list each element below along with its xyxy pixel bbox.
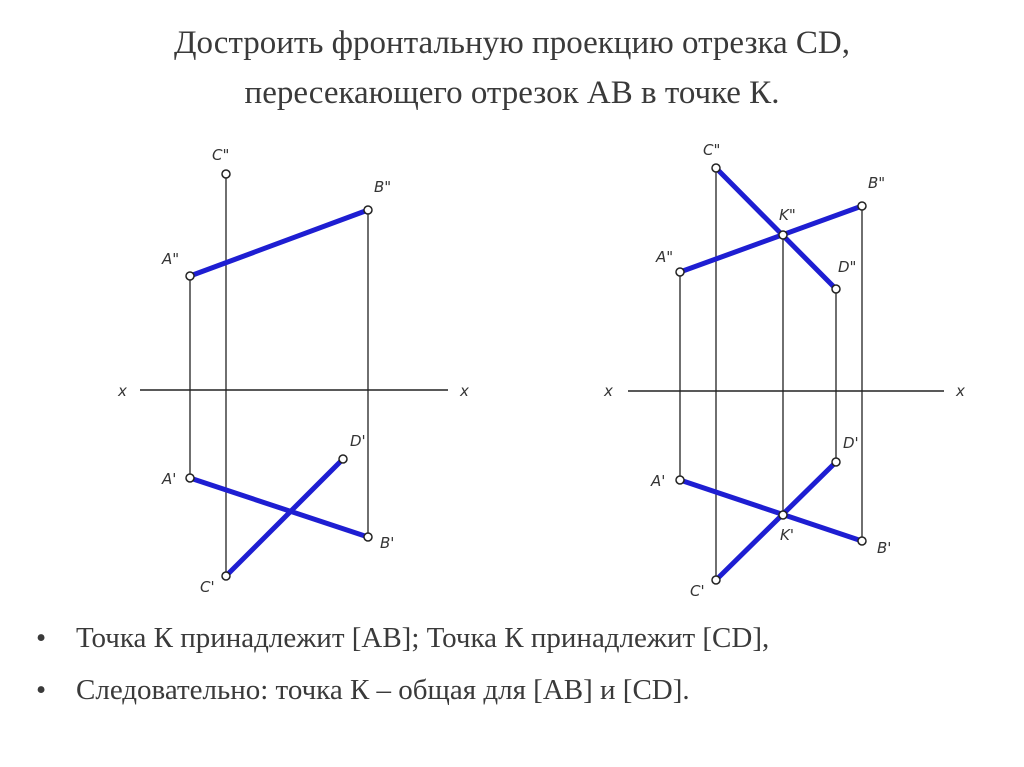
label-x-right: x [460, 382, 469, 400]
point-d1 [339, 455, 347, 463]
segment-ab-horizontal [190, 478, 368, 537]
label-b2-r: B" [868, 174, 886, 192]
point-d2-r [832, 285, 840, 293]
label-b1: B' [380, 534, 395, 552]
point-b1-r [858, 537, 866, 545]
label-c2-r: C" [703, 141, 721, 159]
label-b1-r: B' [877, 539, 892, 557]
title-line-1: Достроить фронтальную проекцию отрезка CD, [173, 25, 851, 61]
label-x-right-r: x [956, 382, 965, 400]
bullet-text: Точка К принадлежит [АВ]; Точка К принадлежит [CD], [76, 622, 770, 654]
label-d2-r: D" [838, 258, 857, 276]
label-k2-r: K" [779, 206, 796, 224]
right-diagram [603, 141, 965, 600]
segment-cd-horizontal-r [716, 462, 836, 580]
segment-cd-frontal-r [716, 168, 836, 289]
point-b2-r [858, 202, 866, 210]
point-b1 [364, 533, 372, 541]
point-a2-r [676, 268, 684, 276]
conclusion-list [36, 622, 996, 726]
label-c2: C" [212, 146, 230, 164]
point-a1 [186, 474, 194, 482]
title-line-2: пересекающего отрезок АВ в точке К. [244, 75, 780, 111]
label-c1: C' [200, 578, 215, 596]
point-c2-r [712, 164, 720, 172]
bullet-item [36, 622, 996, 674]
bullet-item [36, 674, 996, 726]
label-a1-r: A' [651, 472, 666, 490]
label-d1-r: D' [843, 434, 859, 452]
segment-cd-horizontal [226, 459, 343, 576]
point-a1-r [676, 476, 684, 484]
label-k1-r: K' [780, 526, 794, 544]
label-a1: A' [162, 470, 177, 488]
segment-ab-frontal [190, 210, 368, 276]
point-b2 [364, 206, 372, 214]
point-c1-r [712, 576, 720, 584]
label-x-left: x [118, 382, 127, 400]
label-c1-r: C' [690, 582, 705, 600]
bullet-marker: • [36, 622, 47, 654]
segment-ab-frontal-r [680, 206, 862, 272]
point-d1-r [832, 458, 840, 466]
left-diagram [117, 146, 469, 596]
label-x-left-r: x [604, 382, 613, 400]
point-c2 [222, 170, 230, 178]
point-c1 [222, 572, 230, 580]
point-a2 [186, 272, 194, 280]
segment-ab-horizontal-r [680, 480, 862, 541]
label-a2: A" [162, 250, 180, 268]
label-a2-r: A" [656, 248, 674, 266]
bullet-marker: • [36, 674, 47, 706]
label-d1: D' [350, 432, 366, 450]
point-k1-r [779, 511, 787, 519]
bullet-text: Следовательно: точка К – общая для [АВ] и [CD]. [76, 674, 690, 706]
label-b2: B" [374, 178, 392, 196]
point-k2-r [779, 231, 787, 239]
